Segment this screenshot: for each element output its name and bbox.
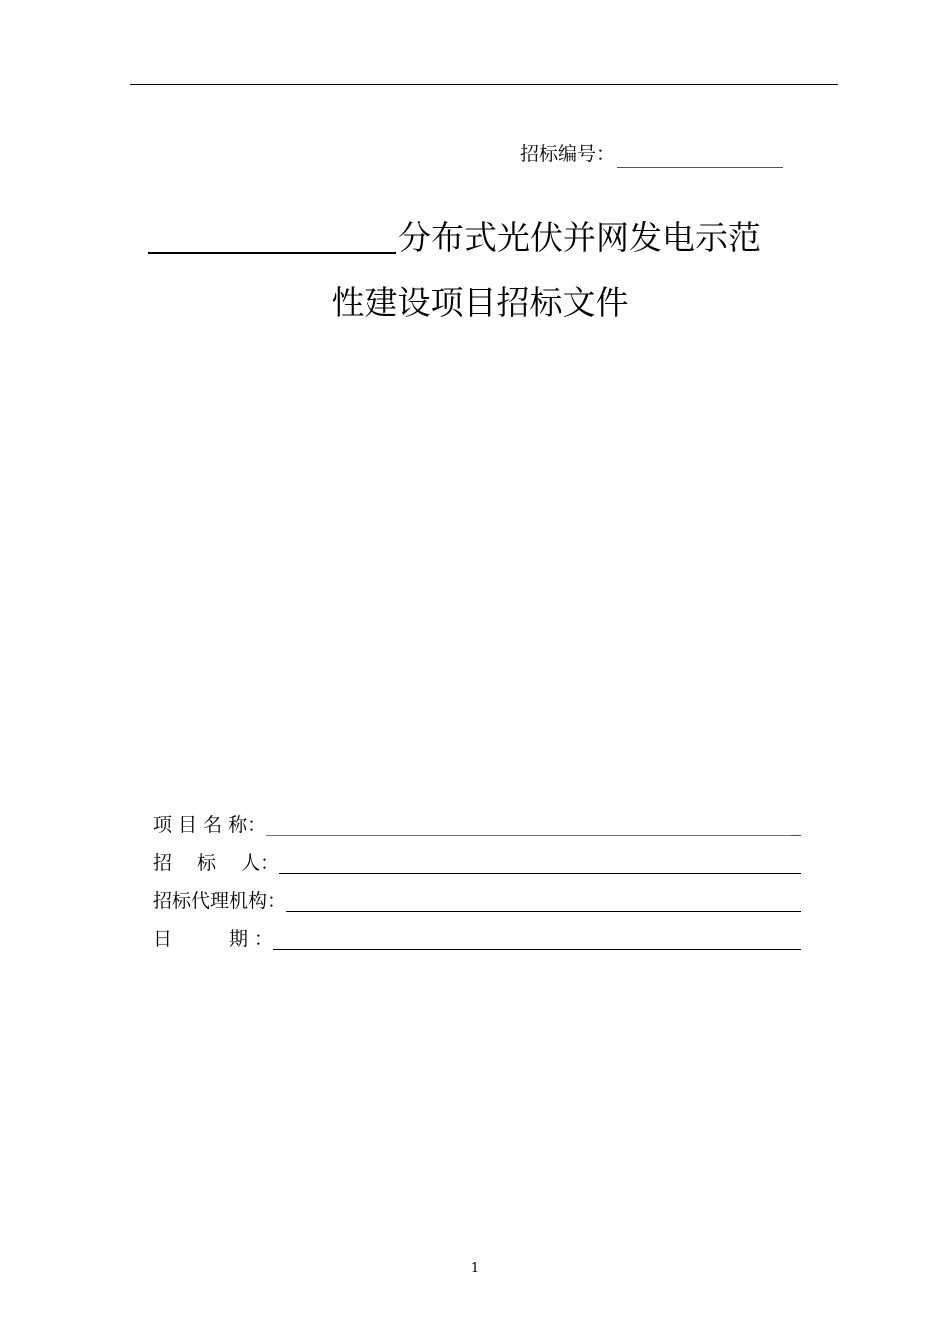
- project-name-row: [153, 800, 801, 838]
- date-label: 日 期 ：: [153, 928, 274, 950]
- tenderer-blank: [279, 851, 801, 874]
- bid-number-label: 招标编号：: [520, 143, 616, 165]
- project-name-blank: [266, 813, 791, 836]
- agency-row: [153, 876, 801, 914]
- date-row: [153, 914, 801, 952]
- agency-blank: [286, 889, 801, 912]
- cover-info-form: [153, 800, 801, 952]
- bid-number-field: [520, 140, 783, 168]
- agency-label: 招标代理机构：: [153, 890, 287, 912]
- tenderer-row: [153, 838, 801, 876]
- title-line1-text: 分布式光伏并网发电示范: [398, 218, 761, 257]
- document-title-line1: [0, 216, 950, 260]
- document-title-line2: 性建设项目招标文件: [331, 283, 629, 322]
- bid-number-blank: [617, 147, 783, 168]
- tenderer-label: 招 标 人：: [153, 852, 280, 874]
- header-rule: [130, 84, 838, 85]
- project-name-trail: _: [791, 814, 801, 836]
- date-blank: [273, 927, 801, 950]
- project-name-label: 项 目 名 称：: [153, 814, 267, 836]
- page-number: 1: [470, 1261, 480, 1276]
- title-blank-line: [148, 216, 396, 254]
